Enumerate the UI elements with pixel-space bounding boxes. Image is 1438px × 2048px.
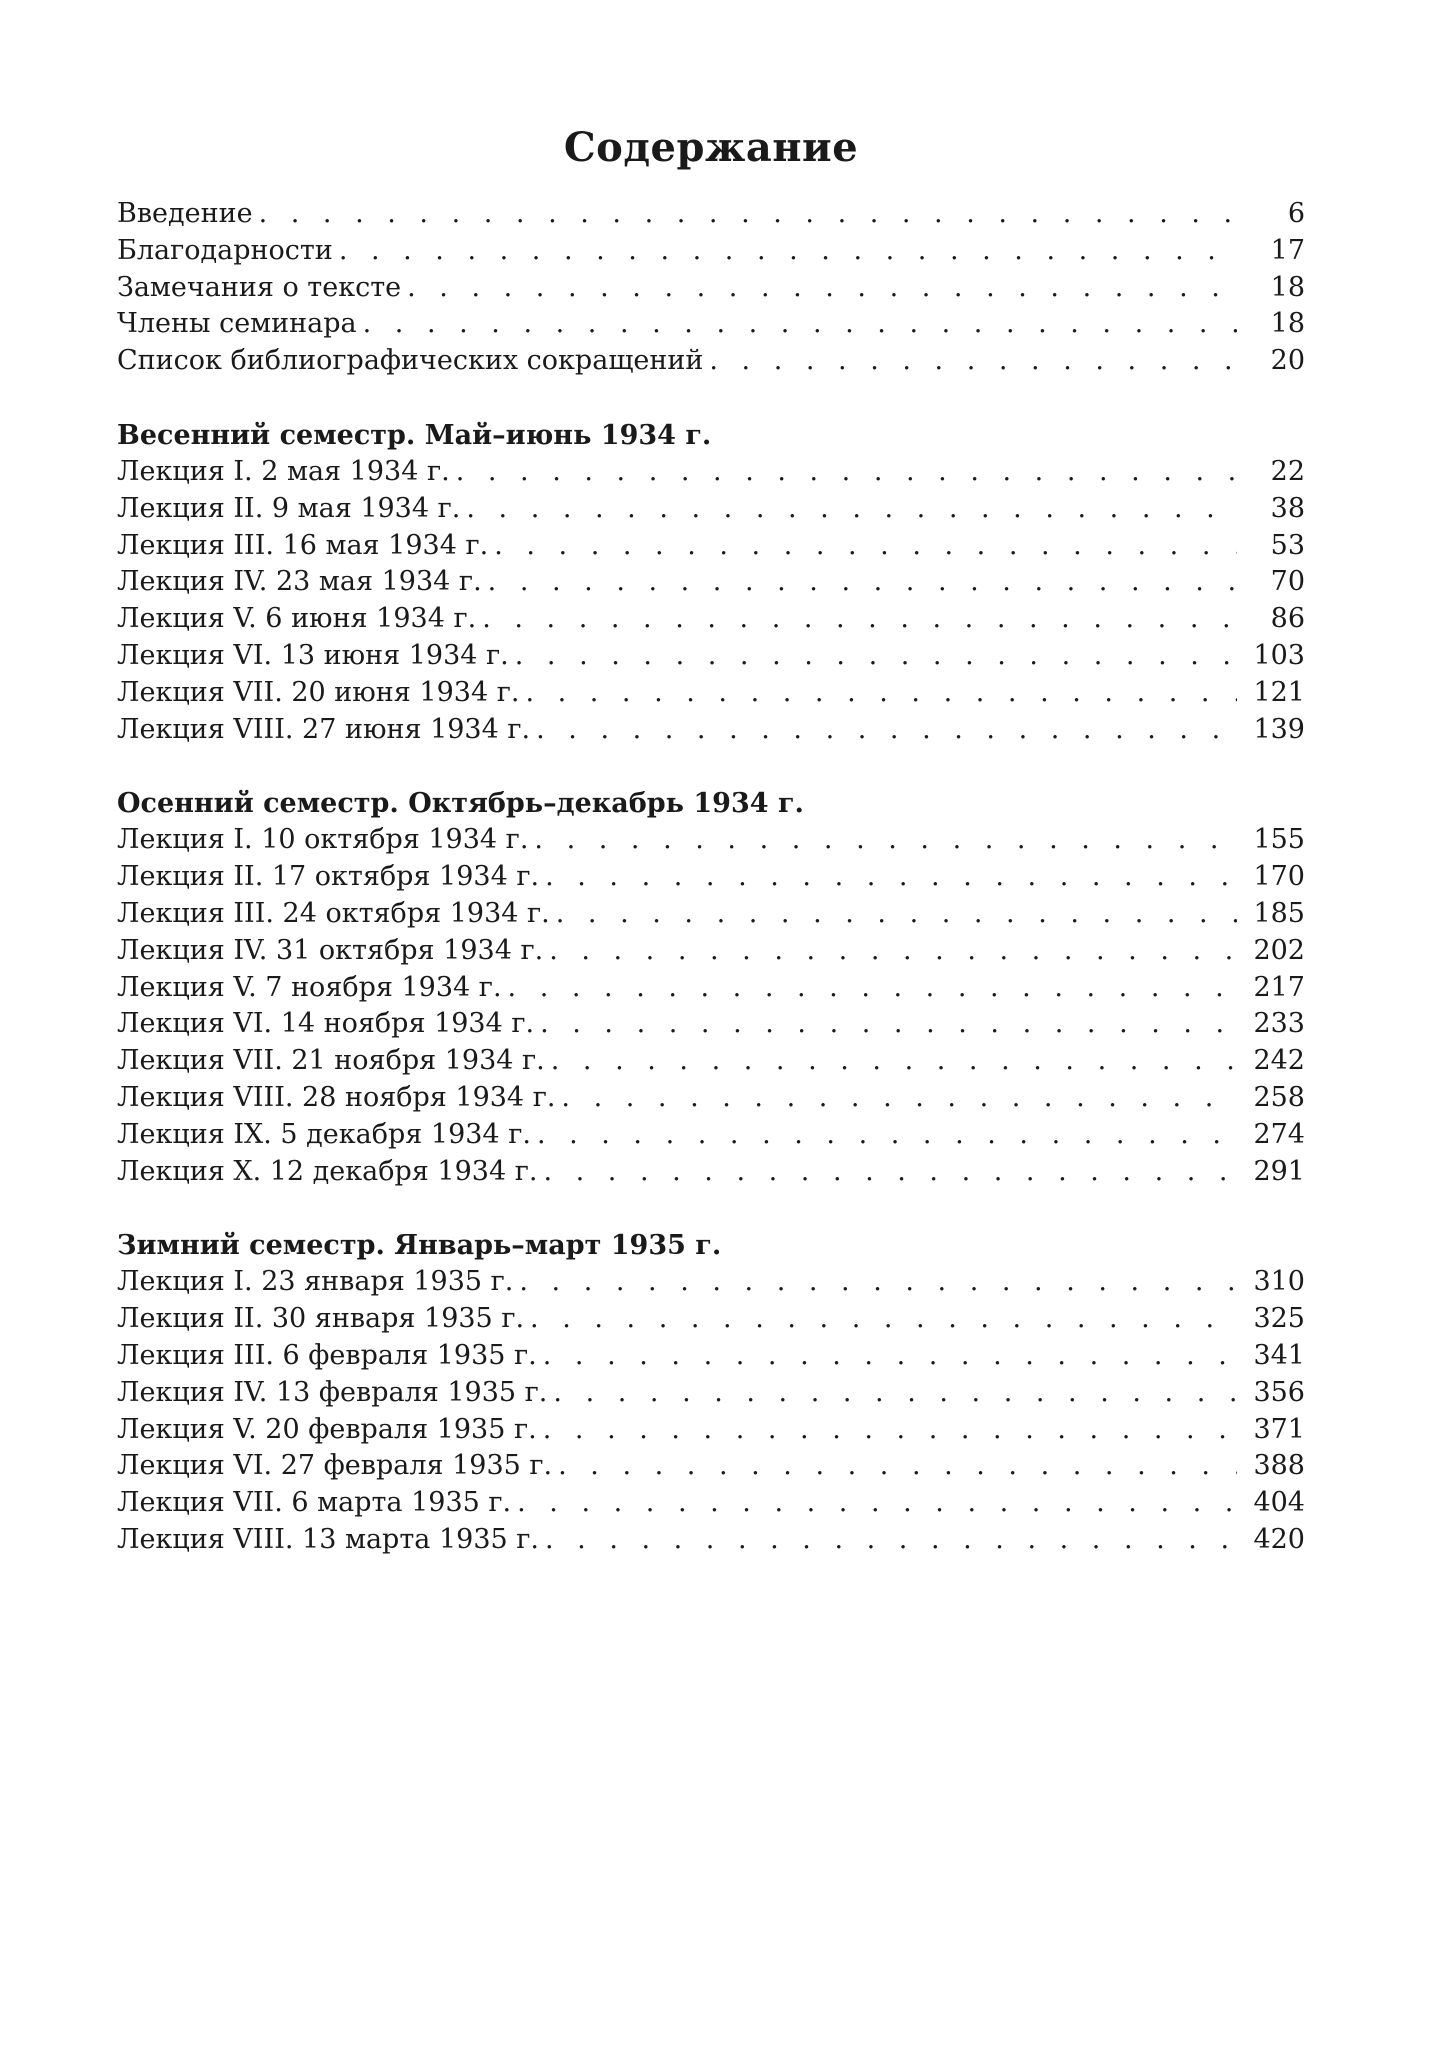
toc-entry[interactable] [117, 343, 1305, 380]
toc-entry-title: Лекция V. 6 июня 1934 г. [117, 603, 477, 635]
toc-entry[interactable] [117, 822, 1305, 859]
dot-leader [551, 1043, 1237, 1080]
dot-leader [494, 528, 1237, 565]
dot-leader [456, 454, 1237, 491]
toc-entry-title: Члены семинара [117, 308, 357, 340]
toc-page-number: 388 [1253, 1450, 1305, 1482]
dot-leader [530, 1301, 1237, 1338]
toc-page-number: 155 [1253, 824, 1305, 856]
toc-entry-title: Лекция II. 9 мая 1934 г. [117, 492, 461, 524]
toc-entry[interactable] [117, 1375, 1305, 1412]
dot-leader [508, 970, 1237, 1007]
dot-leader [466, 491, 1237, 528]
dot-leader [519, 1264, 1237, 1301]
toc-entry-title: Замечания о тексте [117, 271, 402, 303]
toc-entry-title: Лекция IV. 23 мая 1934 г. [117, 566, 482, 598]
toc-page-number: 170 [1253, 861, 1305, 893]
toc-entry-title: Лекция V. 20 февраля 1935 г. [117, 1413, 537, 1445]
toc-entry[interactable] [117, 1080, 1305, 1117]
dot-leader [543, 1338, 1237, 1375]
dot-leader [515, 638, 1237, 675]
toc-page-number: 325 [1253, 1303, 1305, 1335]
toc-entry-title: Лекция VII. 20 июня 1934 г. [117, 676, 520, 708]
toc-entry-title: Лекция VI. 14 ноября 1934 г. [117, 1008, 535, 1040]
toc-entry[interactable] [117, 1485, 1305, 1522]
toc-entry[interactable] [117, 675, 1305, 712]
toc-entry-title: Список библиографических сокращений [117, 345, 704, 377]
dot-leader [407, 270, 1237, 307]
dot-leader [558, 1448, 1237, 1485]
toc-entry-title: Лекция I. 10 октября 1934 г. [117, 824, 529, 856]
dot-leader [482, 601, 1237, 638]
dot-leader [537, 1117, 1237, 1154]
section-gap [117, 748, 1305, 785]
toc-entry[interactable] [117, 1006, 1305, 1043]
dot-leader [525, 675, 1237, 712]
toc-entry[interactable] [117, 1448, 1305, 1485]
toc-entry[interactable] [117, 638, 1305, 675]
toc-page-number: 121 [1253, 676, 1305, 708]
toc-page-number: 291 [1253, 1155, 1305, 1187]
toc-entry[interactable] [117, 712, 1305, 749]
toc-page-number: 70 [1270, 566, 1305, 598]
toc-entry-title: Лекция VIII. 27 июня 1934 г. [117, 713, 531, 745]
dot-leader [709, 343, 1237, 380]
dot-leader [488, 564, 1237, 601]
toc-page [117, 116, 1305, 1559]
toc-entry[interactable] [117, 1264, 1305, 1301]
dot-leader [549, 933, 1237, 970]
toc-entry[interactable] [117, 601, 1305, 638]
toc-entry-title: Лекция IX. 5 декабря 1934 г. [117, 1118, 531, 1150]
dot-leader [536, 712, 1237, 749]
toc-entry[interactable] [117, 859, 1305, 896]
toc-entry-title: Лекция VI. 13 июня 1934 г. [117, 639, 509, 671]
toc-entry[interactable] [117, 196, 1305, 233]
toc-entry[interactable] [117, 306, 1305, 343]
toc-entry[interactable] [117, 528, 1305, 565]
toc-page-number: 17 [1270, 234, 1305, 266]
front-matter-list [117, 196, 1305, 380]
dot-leader [545, 859, 1237, 896]
toc-page-number: 233 [1253, 1008, 1305, 1040]
autumn-lectures-list [117, 822, 1305, 1190]
toc-page-number: 22 [1270, 455, 1305, 487]
toc-page-number: 371 [1253, 1413, 1305, 1445]
toc-entry-title: Лекция II. 17 октября 1934 г. [117, 861, 540, 893]
toc-page-number: 53 [1270, 529, 1305, 561]
winter-lectures-list [117, 1264, 1305, 1558]
spring-lectures-list [117, 454, 1305, 748]
toc-entry[interactable] [117, 564, 1305, 601]
toc-entry[interactable] [117, 1522, 1305, 1559]
toc-entry-title: Лекция VI. 27 февраля 1935 г. [117, 1450, 553, 1482]
toc-page-number: 38 [1270, 492, 1305, 524]
toc-page-number: 404 [1253, 1487, 1305, 1519]
toc-entry[interactable] [117, 491, 1305, 528]
toc-entry-title: Лекция VII. 21 ноября 1934 г. [117, 1045, 545, 1077]
toc-page-number: 258 [1253, 1081, 1305, 1113]
toc-page-number: 18 [1270, 308, 1305, 340]
dot-leader [517, 1485, 1237, 1522]
section-heading-spring: Весенний семестр. Май–июнь 1934 г. [117, 419, 712, 451]
page-title: Содержание [563, 124, 859, 171]
toc-page-number: 86 [1270, 603, 1305, 635]
toc-entry-title: Лекция III. 24 октября 1934 г. [117, 897, 550, 929]
toc-entry-title: Лекция V. 7 ноября 1934 г. [117, 971, 502, 1003]
toc-entry-title: Лекция I. 23 января 1935 г. [117, 1266, 514, 1298]
toc-entry-title: Лекция I. 2 мая 1934 г. [117, 455, 450, 487]
toc-entry-title: Лекция VII. 6 марта 1935 г. [117, 1487, 512, 1519]
toc-page-number: 185 [1253, 897, 1305, 929]
toc-entry[interactable] [117, 896, 1305, 933]
dot-leader [545, 1522, 1237, 1559]
section-gap [117, 1190, 1305, 1227]
toc-page-number: 217 [1253, 971, 1305, 1003]
toc-page-number: 18 [1270, 271, 1305, 303]
toc-entry-title: Введение [117, 198, 253, 229]
toc-page-number: 139 [1253, 713, 1305, 745]
toc-entry[interactable] [117, 1117, 1305, 1154]
toc-entry-title: Лекция VIII. 13 марта 1935 г. [117, 1523, 539, 1555]
toc-page-number: 6 [1287, 198, 1305, 229]
section-heading-autumn: Осенний семестр. Октябрь–декабрь 1934 г. [117, 788, 804, 820]
toc-entry[interactable] [117, 1338, 1305, 1375]
toc-entry-title: Лекция IV. 13 февраля 1935 г. [117, 1376, 548, 1408]
toc-page-number: 356 [1253, 1376, 1305, 1408]
toc-entry[interactable] [117, 933, 1305, 970]
dot-leader [553, 1375, 1237, 1412]
toc-entry[interactable] [117, 1154, 1305, 1191]
toc-entry[interactable] [117, 1043, 1305, 1080]
dot-leader [543, 1154, 1237, 1191]
dot-leader [543, 1412, 1237, 1449]
toc-entry[interactable] [117, 270, 1305, 307]
toc-page-number: 202 [1253, 934, 1305, 966]
dot-leader [363, 306, 1237, 343]
toc-entry[interactable] [117, 454, 1305, 491]
dot-leader [259, 196, 1237, 233]
toc-entry-title: Лекция III. 6 февраля 1935 г. [117, 1339, 537, 1371]
toc-page-number: 242 [1253, 1045, 1305, 1077]
dot-leader [556, 896, 1237, 933]
section-gap [117, 380, 1305, 417]
toc-page-number: 420 [1253, 1523, 1305, 1555]
dot-leader [339, 233, 1237, 270]
toc-entry-title: Лекция II. 30 января 1935 г. [117, 1303, 525, 1335]
toc-entry-title: Лекция IV. 31 октября 1934 г. [117, 934, 544, 966]
dot-leader [561, 1080, 1237, 1117]
section-heading-winter: Зимний семестр. Январь–март 1935 г. [117, 1230, 722, 1262]
toc-entry[interactable] [117, 233, 1305, 270]
toc-entry[interactable] [117, 1301, 1305, 1338]
toc-entry[interactable] [117, 970, 1305, 1007]
dot-leader [534, 822, 1237, 859]
toc-page-number: 20 [1270, 345, 1305, 377]
toc-page-number: 103 [1253, 639, 1305, 671]
dot-leader [540, 1006, 1237, 1043]
toc-page-number: 310 [1253, 1266, 1305, 1298]
toc-entry[interactable] [117, 1412, 1305, 1449]
toc-entry-title: Лекция X. 12 декабря 1934 г. [117, 1155, 538, 1187]
toc-entry-title: Лекция VIII. 28 ноября 1934 г. [117, 1081, 556, 1113]
toc-page-number: 341 [1253, 1339, 1305, 1371]
toc-entry-title: Благодарности [117, 234, 333, 266]
toc-entry-title: Лекция III. 16 мая 1934 г. [117, 529, 489, 561]
toc-page-number: 274 [1253, 1118, 1305, 1150]
